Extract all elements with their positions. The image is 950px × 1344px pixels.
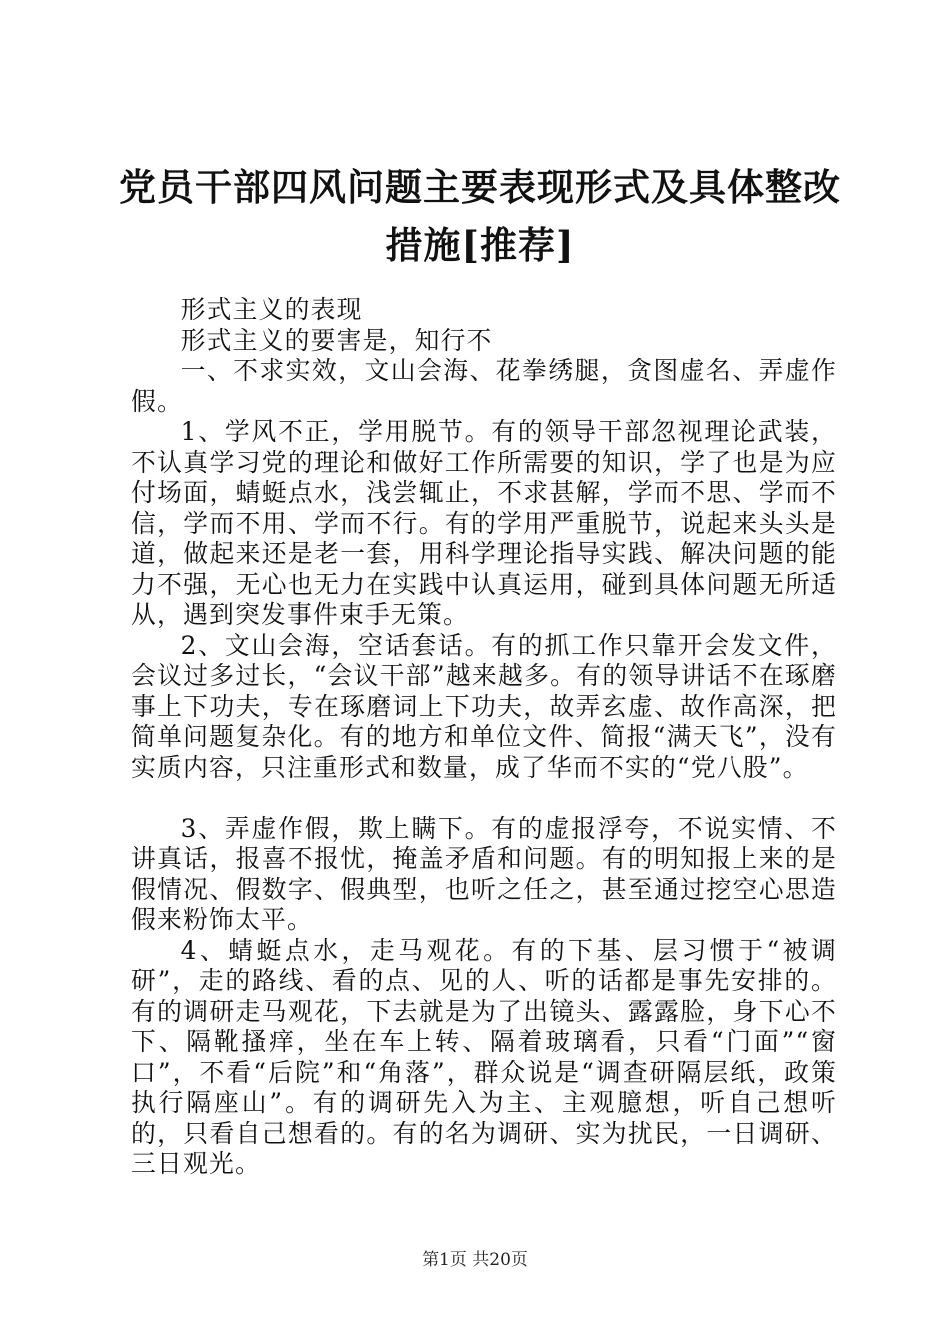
- paragraph: 4、蜻蜓点水，走马观花。有的下基、层习惯于“被调研”，走的路线、看的点、见的人、听的话都是事先安排的。有的调研走马观花，下去就是为了出镜头、露露脸，身下心不下、隔靴搔痒，坐在车上转、隔着玻璃看，只看“门面”“窗口”，不看“后院”和“角落”，群众说是“调查研隔层纸，政策执行隔座山”。有的调研先入为主、主观臆想，听自己想听的，只看自己想看的。有的名为调研、实为扰民，一日调研、三日观光。: [131, 935, 837, 1178]
- paragraph: 3、弄虚作假，欺上瞒下。有的虚报浮夸，不说实情、不讲真话，报喜不报忧，掩盖矛盾和问题。有的明知报上来的是假情况、假数字、假典型，也听之任之，甚至通过挖空心思造假来粉饰太平。: [131, 813, 837, 934]
- paragraph: 2、文山会海，空话套话。有的抓工作只靠开会发文件，会议过多过长，“会议干部”越来越多。有的领导讲话不在琢磨事上下功夫，专在琢磨词上下功夫，故弄玄虚、故作高深，把简单问题复杂化。有的地方和单位文件、简报“满天飞”，没有实质内容，只注重形式和数量，成了华而不实的“党八股”。: [131, 630, 837, 782]
- page-footer: 第1页 共20页: [422, 1250, 528, 1270]
- paragraph: 形式主义的要害是，知行不: [180, 325, 493, 355]
- paragraph: 1、学风不正，学用脱节。有的领导干部忽视理论武装，不认真学习党的理论和做好工作所需要的知识，学了也是为应付场面，蜻蜓点水，浅尝辄止，不求甚解，学而不思、学而不信，学而不用、学而不行。有的学用严重脱节，说起来头头是道，做起来还是老一套，用科学理论指导实践、解决问题的能力不强，无心也无力在实践中认真运用，碰到具体问题无所适从，遇到突发事件束手无策。: [131, 417, 837, 629]
- document-body: [131, 295, 837, 1180]
- paragraph: 一、不求实效，文山会海、花拳绣腿，贪图虚名、弄虚作假。: [131, 356, 837, 416]
- paragraph: 形式主义的表现: [180, 295, 363, 324]
- document-title: 党员干部四风问题主要表现形式及具体整改措施[推荐]: [119, 165, 841, 267]
